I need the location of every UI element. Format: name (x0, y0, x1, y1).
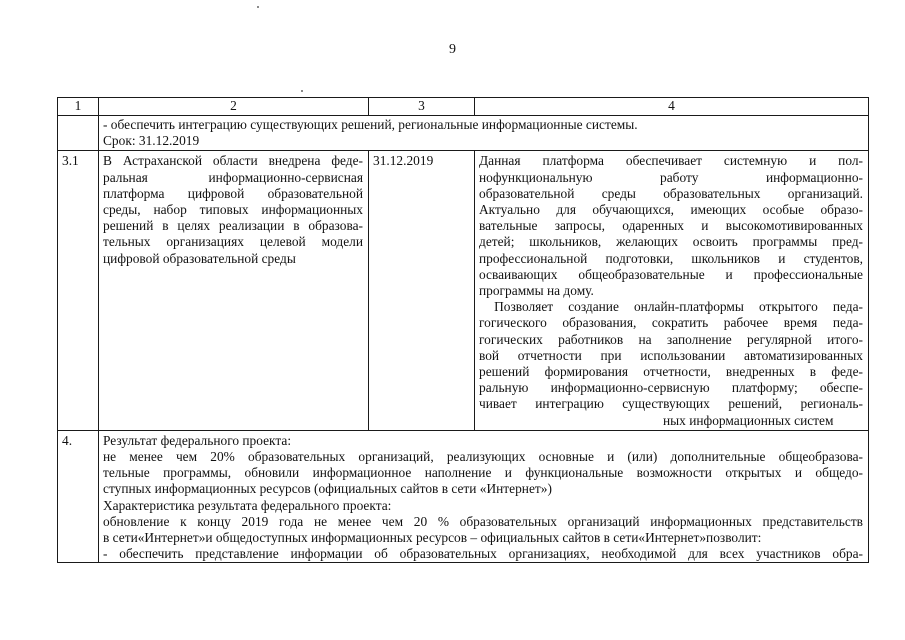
header-col-4: 4 (475, 98, 869, 116)
details-line: ных информационных систем (663, 412, 834, 428)
result-line: тельные программы, обновили информационное наполнение и функциональные возможности открытых и общедо- (103, 465, 863, 481)
details-line: вательные запросы, одаренных и высокомотивированных (479, 218, 863, 234)
integration-cell (99, 116, 869, 151)
details-line: программы на дому. (479, 283, 594, 299)
header-col-3: 3 (369, 98, 475, 116)
event-description (99, 151, 369, 430)
page-number: 9 (449, 42, 456, 57)
result-line: обновление к концу 2019 года не менее чем 20 % образовательных организаций информационных представительств (103, 513, 863, 529)
details-line: Данная платформа обеспечивает системную и пол- (479, 153, 863, 169)
table-row-3-1 (58, 151, 869, 430)
desc-line: решений в целях реализации в образова- (103, 218, 363, 234)
result-line: не менее чем 20% образовательных организаций, реализующих основные и (или) дополнительные общеобразова- (103, 449, 863, 465)
header-col-2: 2 (99, 98, 369, 116)
details-line: гогических работников на заполнение регулярной итого- (479, 331, 863, 347)
integration-line: - обеспечить интеграцию существующих решений, региональные информационные системы. (103, 117, 638, 132)
details-line: чивает интеграцию существующих решений, региональ- (479, 396, 863, 412)
scan-speck (301, 90, 303, 92)
result-line: Характеристика результата федерального проекта: (103, 497, 392, 513)
details-line: Позволяет создание онлайн-платформы открытого педа- (479, 299, 863, 315)
desc-line: В Астраханской области внедрена феде- (103, 153, 363, 169)
result-line: в сети«Интернет»и общедоступных информационных ресурсов – официальных сайтов в сети«Интернет»позволит: (103, 530, 762, 546)
table-header-row (58, 98, 869, 116)
result-line: - обеспечить представление информации об образовательных организациях, необходимой для всех участников обра- (103, 546, 863, 562)
desc-line: тельных организациях целевой модели (103, 234, 363, 250)
event-details (475, 151, 869, 430)
deadline-line: Срок: 31.12.2019 (103, 133, 200, 149)
desc-line: среды, набор типовых информационных (103, 202, 363, 218)
event-date: 31.12.2019 (369, 151, 475, 430)
result-line: Результат федерального проекта: (103, 432, 292, 448)
details-line: ральную информационно-сервисную платформу; обеспе- (479, 380, 863, 396)
result-cell (99, 430, 869, 563)
desc-line: платформа цифровой образовательной (103, 185, 363, 201)
desc-line: ральная информационно-сервисная (103, 169, 363, 185)
details-line: нофункциональную работу информационно- (479, 169, 863, 185)
details-line: вой отчетности при использовании автоматизированных (479, 347, 863, 363)
details-line: образовательной среды образовательных организаций. (479, 185, 863, 201)
table-row-4 (58, 430, 869, 563)
row-number: 3.1 (58, 151, 99, 430)
header-col-1: 1 (58, 98, 99, 116)
empty-num-cell (58, 116, 99, 151)
details-line: Актуально для обучающихся, имеющих особые образо- (479, 202, 863, 218)
integration-row (58, 116, 869, 151)
plan-table (57, 97, 869, 563)
details-line: профессиональной подготовки, школьников и студентов, (479, 250, 863, 266)
details-line: осваивающих общеобразовательные и профессиональные (479, 266, 863, 282)
desc-line: цифровой образовательной среды (103, 250, 296, 266)
row-number: 4. (58, 430, 99, 563)
details-line: детей; школьников, желающих освоить программы пред- (479, 234, 863, 250)
details-line: решений формирования отчетности, внедренных в феде- (479, 364, 863, 380)
result-line: ступных информационных ресурсов (официальных сайтов в сети «Интернет») (103, 481, 552, 497)
scan-speck (257, 6, 259, 8)
details-line: гогического образования, сократить рабочее время педа- (479, 315, 863, 331)
